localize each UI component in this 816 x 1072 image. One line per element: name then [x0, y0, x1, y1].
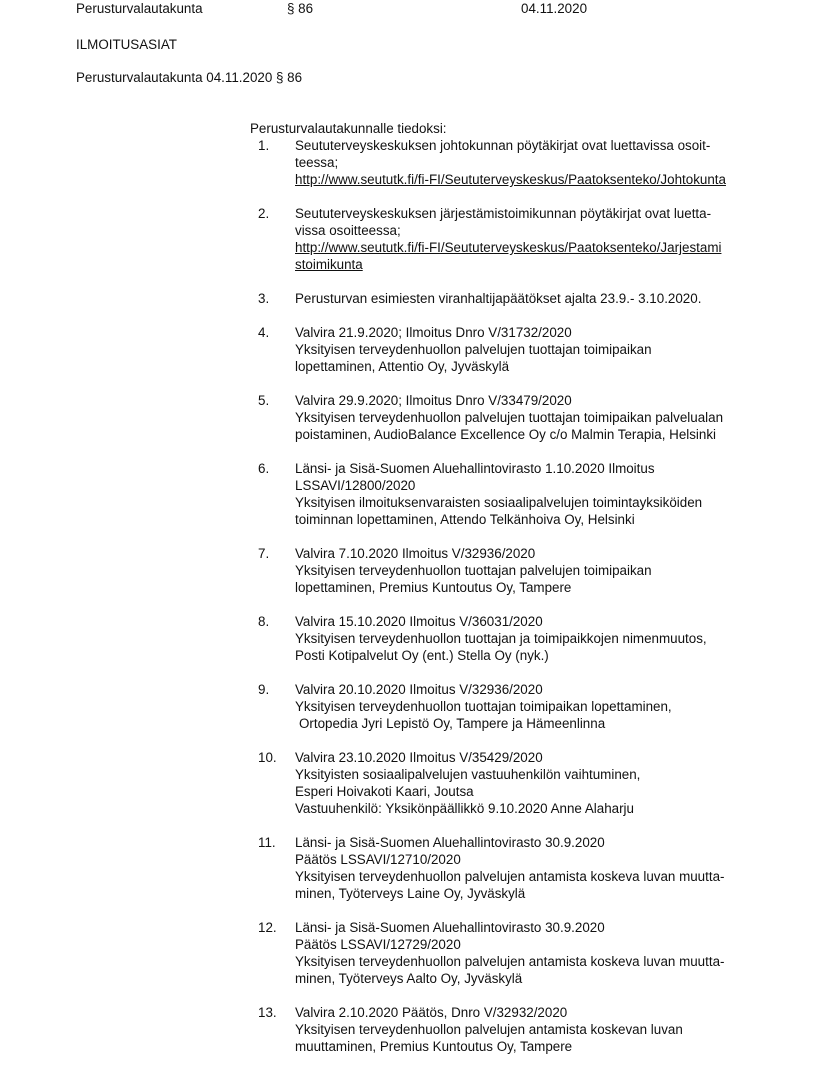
list-item — [258, 1004, 798, 1055]
list-item-number: 8. — [258, 614, 270, 629]
list-item — [258, 460, 798, 528]
list-item-number: 11. — [258, 835, 276, 850]
list-item-body — [295, 834, 724, 902]
document-title: ILMOITUSASIAT — [76, 37, 177, 52]
list-item-line: Valvira 20.10.2020 Ilmoitus V/32936/2020 — [295, 682, 543, 697]
list-item-line: Yksityisen terveydenhuollon palvelujen tuottajan toimipaikan — [295, 342, 652, 357]
list-item-number: 9. — [258, 682, 270, 697]
list-item — [258, 749, 798, 817]
url-link[interactable]: http://www.seututk.fi/fi-FI/Seututerveyskeskus/Paatoksenteko/Johtokunta — [295, 172, 726, 187]
header-section: § 86 — [287, 1, 314, 16]
list-item-line: Yksityisen terveydenhuollon tuottajan toimipaikan lopettaminen, — [295, 699, 672, 714]
list-item-body — [295, 324, 652, 375]
list-item — [258, 545, 798, 596]
list-item-line: LSSAVI/12800/2020 — [295, 478, 416, 493]
url-link[interactable]: http://www.seututk.fi/fi-FI/Seututerveyskeskus/Paatoksenteko/Jarjestami — [295, 240, 722, 255]
list-item-line: Valvira 7.10.2020 Ilmoitus V/32936/2020 — [295, 546, 536, 561]
list-item-line: Päätös LSSAVI/12710/2020 — [295, 852, 461, 867]
list-item-body — [295, 392, 723, 443]
header-committee: Perusturvalautakunta — [76, 1, 203, 16]
list-item-line: Valvira 21.9.2020; Ilmoitus Dnro V/31732/2020 — [295, 325, 572, 340]
list-item-line: Yksityisen terveydenhuollon palvelujen antamista koskeva luvan muutta- — [295, 869, 725, 884]
list-item-body — [295, 919, 724, 987]
list-item-line: Perusturvan esimiesten viranhaltijapäätökset ajalta 23.9.- 3.10.2020. — [295, 291, 702, 306]
list-item-line: Esperi Hoivakoti Kaari, Joutsa — [295, 784, 474, 799]
list-item-number: 6. — [258, 461, 270, 476]
list-item-line: vissa osoitteessa; — [295, 223, 401, 238]
list-item-line: Valvira 15.10.2020 Ilmoitus V/36031/2020 — [295, 614, 543, 629]
notice-list — [258, 137, 798, 1072]
list-item-line: toiminnan lopettaminen, Attendo Telkänhoiva Oy, Helsinki — [295, 512, 635, 527]
list-item-body — [295, 137, 726, 188]
intro-text: Perusturvalautakunnalle tiedoksi: — [250, 121, 447, 136]
list-item — [258, 834, 798, 902]
list-item-body — [295, 749, 640, 817]
list-item-line: Posti Kotipalvelut Oy (ent.) Stella Oy (nyk.) — [295, 648, 549, 663]
list-item-number: 13. — [258, 1005, 277, 1020]
list-item-line: Yksityisen terveydenhuollon palvelujen antamista koskevan luvan — [295, 1022, 683, 1037]
list-item-number: 2. — [258, 206, 270, 221]
list-item-line: minen, Työterveys Laine Oy, Jyväskylä — [295, 886, 526, 901]
list-item-number: 4. — [258, 325, 270, 340]
list-item-number: 7. — [258, 546, 270, 561]
list-item-line: Yksityisen terveydenhuollon tuottajan palvelujen toimipaikan — [295, 563, 652, 578]
list-item-body — [295, 545, 652, 596]
list-item-line: lopettaminen, Premius Kuntoutus Oy, Tampere — [295, 580, 572, 595]
list-item-number: 3. — [258, 291, 270, 306]
list-item-number: 10. — [258, 750, 277, 765]
header-date: 04.11.2020 — [521, 1, 588, 16]
list-item-line: muuttaminen, Premius Kuntoutus Oy, Tampere — [295, 1039, 573, 1054]
list-item-number: 12. — [258, 920, 277, 935]
list-item-line: Yksityisten sosiaalipalvelujen vastuuhenkilön vaihtuminen, — [295, 767, 641, 782]
list-item — [258, 205, 798, 273]
list-item-number: 1. — [258, 138, 270, 153]
list-item-line: Yksityisen terveydenhuollon palvelujen antamista koskeva luvan muutta- — [295, 954, 725, 969]
list-item — [258, 290, 798, 307]
list-item — [258, 137, 798, 188]
list-item-body — [295, 681, 672, 732]
list-item — [258, 613, 798, 664]
list-item-line: Länsi- ja Sisä-Suomen Aluehallintovirasto 1.10.2020 Ilmoitus — [295, 461, 655, 476]
list-item-line: Valvira 23.10.2020 Ilmoitus V/35429/2020 — [295, 750, 543, 765]
list-item-body — [295, 290, 701, 307]
list-item-line: Seututerveyskeskuksen johtokunnan pöytäkirjat ovat luettavissa osoit- — [295, 138, 711, 153]
list-item-line: Vastuuhenkilö: Yksikönpäällikkö 9.10.2020 Anne Alaharju — [295, 801, 634, 816]
list-item — [258, 324, 798, 375]
list-item-line: poistaminen, AudioBalance Excellence Oy c/o Malmin Terapia, Helsinki — [295, 427, 717, 442]
list-item-line: Länsi- ja Sisä-Suomen Aluehallintovirasto 30.9.2020 — [295, 835, 605, 850]
list-item-number: 5. — [258, 393, 270, 408]
list-item — [258, 392, 798, 443]
list-item — [258, 919, 798, 987]
url-link[interactable]: stoimikunta — [295, 257, 363, 272]
meeting-reference: Perusturvalautakunta 04.11.2020 § 86 — [76, 70, 303, 85]
list-item-line: Valvira 29.9.2020; Ilmoitus Dnro V/33479/2020 — [295, 393, 572, 408]
list-item-line: Yksityisen terveydenhuollon palvelujen tuottajan toimipaikan palvelualan — [295, 410, 724, 425]
list-item-body — [295, 205, 721, 273]
list-item-line: Valvira 2.10.2020 Päätös, Dnro V/32932/2020 — [295, 1005, 568, 1020]
list-item — [258, 681, 798, 732]
list-item-line: Päätös LSSAVI/12729/2020 — [295, 937, 461, 952]
list-item-line: lopettaminen, Attentio Oy, Jyväskylä — [295, 359, 510, 374]
list-item-line: Länsi- ja Sisä-Suomen Aluehallintovirasto 30.9.2020 — [295, 920, 605, 935]
list-item-line: Seututerveyskeskuksen järjestämistoimikunnan pöytäkirjat ovat luetta- — [295, 206, 712, 221]
list-item-line: Yksityisen ilmoituksenvaraisten sosiaalipalvelujen toimintayksiköiden — [295, 495, 703, 510]
list-item-line: Yksityisen terveydenhuollon tuottajan ja toimipaikkojen nimenmuutos, — [295, 631, 707, 646]
list-item-line: teessa; — [295, 155, 339, 170]
list-item-body — [295, 460, 702, 528]
list-item-line: Ortopedia Jyri Lepistö Oy, Tampere ja Hämeenlinna — [299, 716, 606, 731]
list-item-body — [295, 1004, 683, 1055]
list-item-line: minen, Työterveys Aalto Oy, Jyväskylä — [295, 971, 523, 986]
list-item-body — [295, 613, 707, 664]
